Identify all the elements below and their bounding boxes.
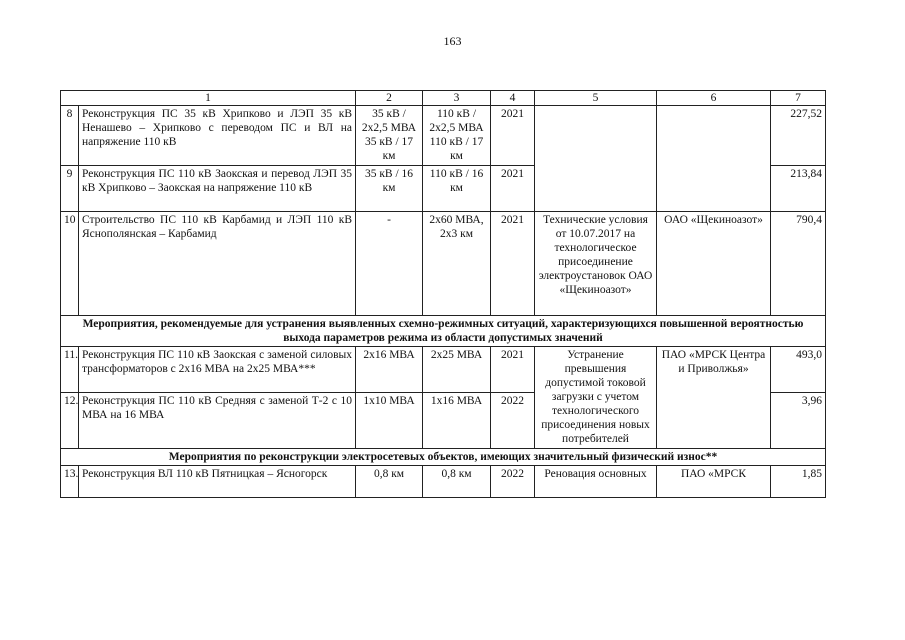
cost: 1,85 — [771, 466, 826, 498]
existing-parameters: 2х16 МВА — [356, 347, 423, 393]
column-header-row — [61, 91, 826, 106]
cost: 227,52 — [771, 106, 826, 166]
reason: Реновация основных — [535, 466, 657, 498]
column-header: 2 — [356, 91, 423, 106]
organization: ОАО «Щекиноазот» — [657, 212, 771, 316]
section-heading: Мероприятия, рекомендуемые для устранения выявленных схемно-режимных ситуаций, характеризующихся повышенной вероятностью выхода параметров режима из области допустимых значений — [61, 316, 826, 347]
organization-cell — [657, 106, 771, 212]
cost: 790,4 — [771, 212, 826, 316]
column-header: 6 — [657, 91, 771, 106]
row-number: 12. — [61, 393, 79, 449]
row-number: 13. — [61, 466, 79, 498]
row-number: 10 — [61, 212, 79, 316]
new-parameters: 110 кВ / 16 км — [423, 166, 491, 212]
column-header: 5 — [535, 91, 657, 106]
new-parameters: 2х60 МВА, 2х3 км — [423, 212, 491, 316]
new-parameters: 1х16 МВА — [423, 393, 491, 449]
project-name: Реконструкция ВЛ 110 кВ Пятницкая – Ясногорск — [79, 466, 356, 498]
existing-parameters: 1х10 МВА — [356, 393, 423, 449]
project-name: Реконструкция ПС 110 кВ Заокская с заменой силовых трансформаторов с 2х16 МВА на 2х25 МВА*** — [79, 347, 356, 393]
cost: 3,96 — [771, 393, 826, 449]
column-header: 3 — [423, 91, 491, 106]
reason: Устранение превышения допустимой токовой загрузки с учетом технологического присоединения новых потребителей — [535, 347, 657, 449]
section-heading: Мероприятия по реконструкции электросетевых объектов, имеющих значительный физический износ** — [61, 449, 826, 466]
reason: Технические условия от 10.07.2017 на технологическое присоединение электроустановок ОАО «Щекиноазот» — [535, 212, 657, 316]
organization: ПАО «МРСК Центра и Приволжья» — [657, 347, 771, 449]
column-header: 1 — [61, 91, 356, 106]
project-name: Реконструкция ПС 110 кВ Заокская и перевод ЛЭП 35 кВ Хрипково – Заокская на напряжение 110 кВ — [79, 166, 356, 212]
new-parameters: 0,8 км — [423, 466, 491, 498]
cost: 493,0 — [771, 347, 826, 393]
year: 2021 — [491, 347, 535, 393]
project-name: Реконструкция ПС 110 кВ Средняя с заменой Т-2 с 10 МВА на 16 МВА — [79, 393, 356, 449]
year: 2022 — [491, 466, 535, 498]
existing-parameters: - — [356, 212, 423, 316]
row-number: 11. — [61, 347, 79, 393]
section-row — [61, 449, 826, 466]
table-row — [61, 212, 826, 316]
existing-parameters: 0,8 км — [356, 466, 423, 498]
row-number: 8 — [61, 106, 79, 166]
organization: ПАО «МРСК — [657, 466, 771, 498]
reason-cell — [535, 106, 657, 212]
project-name: Строительство ПС 110 кВ Карбамид и ЛЭП 110 кВ Яснополянская – Карбамид — [79, 212, 356, 316]
new-parameters: 110 кВ / 2х2,5 МВА 110 кВ / 17 км — [423, 106, 491, 166]
new-parameters: 2х25 МВА — [423, 347, 491, 393]
year: 2021 — [491, 212, 535, 316]
existing-parameters: 35 кВ / 2х2,5 МВА 35 кВ / 17 км — [356, 106, 423, 166]
year: 2021 — [491, 106, 535, 166]
year: 2022 — [491, 393, 535, 449]
year: 2021 — [491, 166, 535, 212]
table-row — [61, 466, 826, 498]
section-row — [61, 316, 826, 347]
page-number: 163 — [443, 34, 462, 48]
existing-parameters: 35 кВ / 16 км — [356, 166, 423, 212]
investment-table — [60, 90, 826, 498]
row-number: 9 — [61, 166, 79, 212]
column-header: 7 — [771, 91, 826, 106]
table-row — [61, 347, 826, 393]
column-header: 4 — [491, 91, 535, 106]
cost: 213,84 — [771, 166, 826, 212]
table-row — [61, 106, 826, 166]
project-name: Реконструкция ПС 35 кВ Хрипково и ЛЭП 35 кВ Ненашево – Хрипково с переводом ПС и ВЛ на напряжение 110 кВ — [79, 106, 356, 166]
